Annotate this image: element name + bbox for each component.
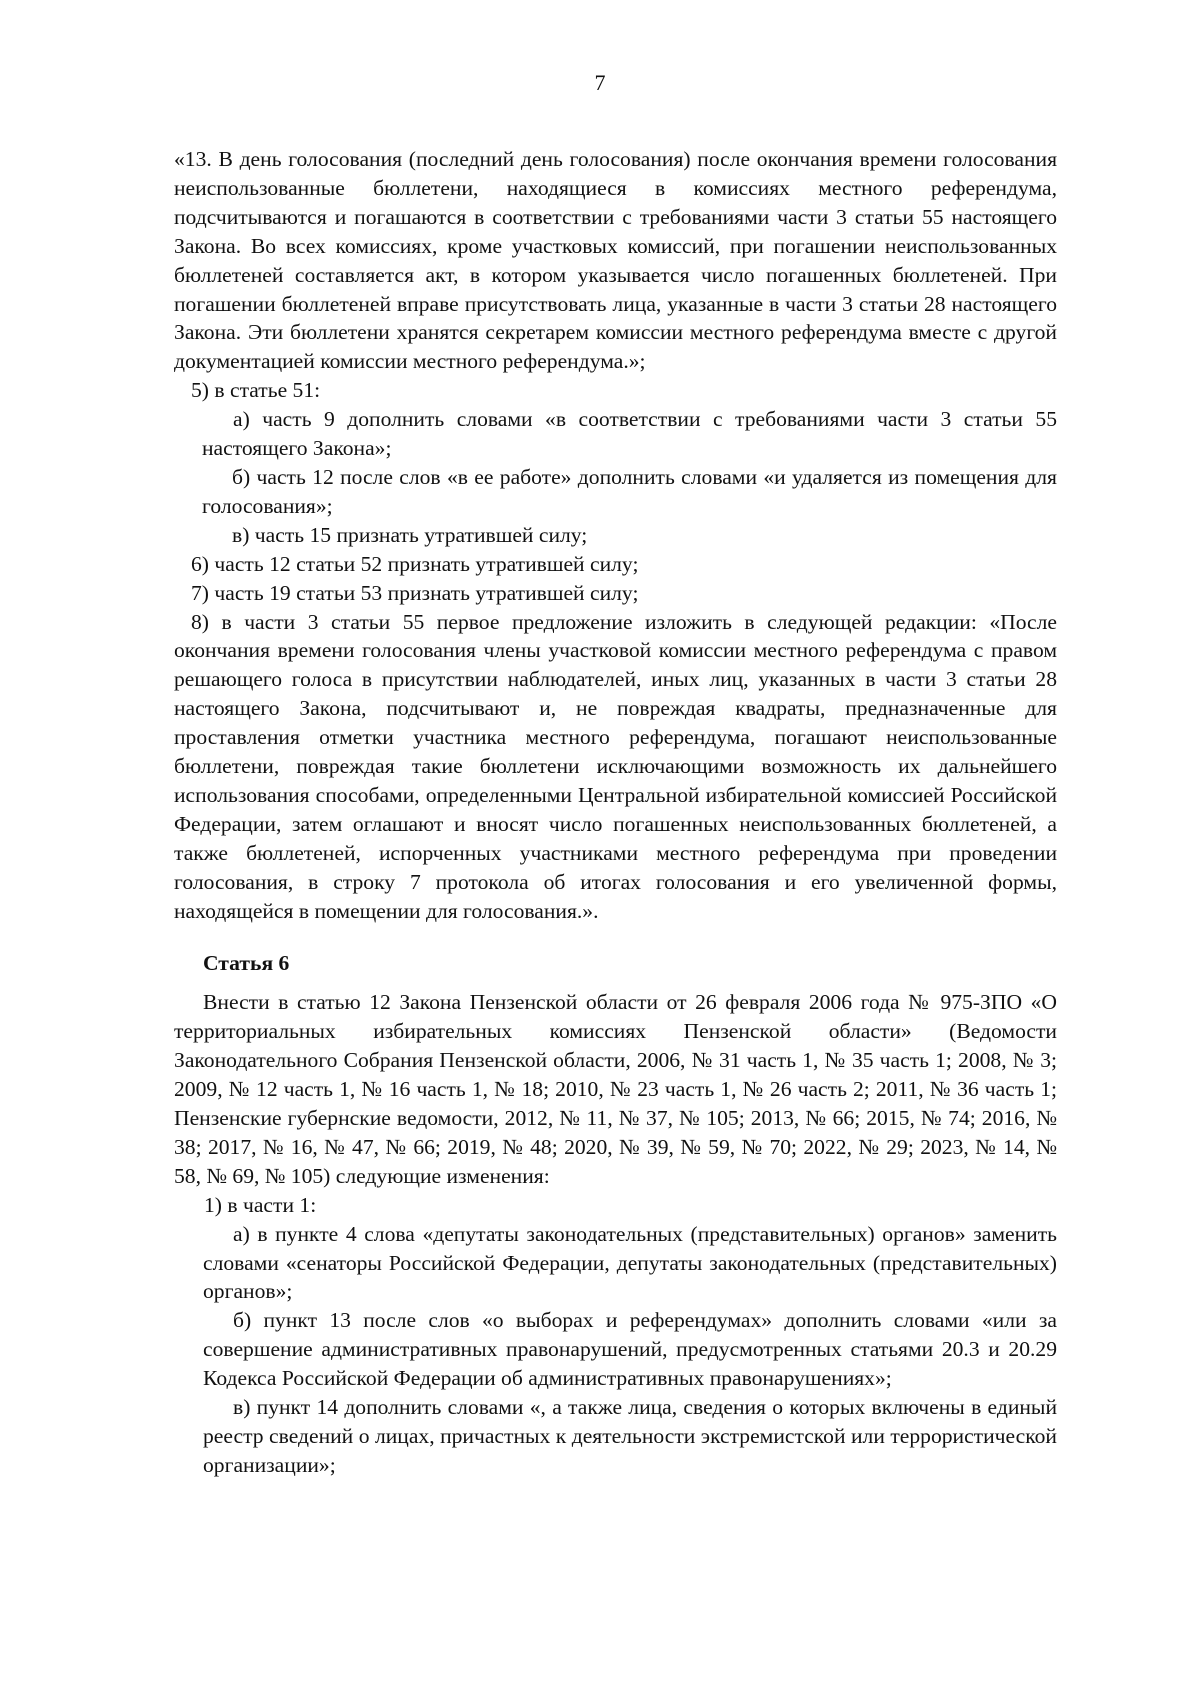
document-body: [174, 145, 1057, 1480]
article-heading: Статья 6: [203, 951, 290, 976]
quoted-part-13: «13. В день голосования (последний день голосования) после окончания времени голосования неиспользованные бюллетени, находящиеся в комиссиях местного референдума, подсчитываются и погашаются в соответствии с требованиями части 3 статьи 55 настоящего Закона. Во всех комиссиях, кроме участковых комиссий, при погашении неиспользованных бюллетеней составляется акт, в котором указывается число погашенных бюллетеней. При погашении бюллетеней вправе присутствовать лица, указанные в части 3 статьи 28 настоящего Закона. Эти бюллетени хранятся секретарем комиссии местного референдума вместе с другой документацией комиссии местного референдума.»;: [174, 147, 1057, 374]
article-intro: Внести в статью 12 Закона Пензенской области от 26 февраля 2006 года № 975-ЗПО «О территориальных избирательных комиссиях Пензенской области» (Ведомости Законодательного Собрания Пензенской области, 2006, № 31 часть 1, № 35 часть 1; 2008, № 3; 2009, № 12 часть 1, № 16 часть 1, № 18; 2010, № 23 часть 1, № 26 часть 2; 2011, № 36 часть 1; Пензенские губернские ведомости, 2012, № 11, № 37, № 105; 2013, № 66; 2015, № 74; 2016, № 38; 2017, № 16, № 47, № 66; 2019, № 48; 2020, № 39, № 59, № 70; 2022, № 29; 2023, № 14, № 58, № 69, № 105) следующие изменения:: [174, 990, 1057, 1188]
list-subitem-1a: а) в пункте 4 слова «депутаты законодательных (представительных) органов» заменить словами «сенаторы Российской Федерации, депутаты законодательных (представительных) органов»;: [203, 1221, 1057, 1304]
list-subitem-1v: в) пункт 14 дополнить словами «, а также лица, сведения о которых включены в единый реестр сведений о лицах, причастных к деятельности экстремистской или террористической организации»;: [203, 1395, 1057, 1477]
list-item-1: 1) в части 1:: [204, 1192, 317, 1217]
list-subitem-5b: б) часть 12 после слов «в ее работе» дополнить словами «и удаляется из помещения для голосования»;: [202, 464, 1057, 518]
list-subitem-5v: в) часть 15 признать утратившей силу;: [232, 522, 588, 547]
list-item-6: 6) часть 12 статьи 52 признать утратившей силу;: [191, 551, 639, 576]
list-item-5: 5) в статье 51:: [191, 378, 321, 403]
list-item-8: 8) в части 3 статьи 55 первое предложение изложить в следующей редакции: «После окончания времени голосования члены участковой комиссии местного референдума с правом решающего голоса в присутствии наблюдателей, иных лиц, указанных в части 3 статьи 28 настоящего Закона, подсчитывают и, не повреждая квадраты, предназначенные для проставления отметки участника местного референдума, погашают неиспользованные бюллетени, повреждая такие бюллетени исключающими возможность их дальнейшего использования способами, определенными Центральной избирательной комиссией Российской Федерации, затем оглашают и вносят число погашенных неиспользованных бюллетеней, а также бюллетеней, испорченных участниками местного референдума при проведении голосования, в строку 7 протокола об итогах голосования и его увеличенной формы, находящейся в помещении для голосования.».: [174, 609, 1057, 923]
list-item-7: 7) часть 19 статьи 53 признать утратившей силу;: [191, 580, 639, 605]
list-subitem-5a: а) часть 9 дополнить словами «в соответствии с требованиями части 3 статьи 55 настоящего Закона»;: [202, 407, 1057, 461]
page-number: 7: [594, 70, 606, 95]
list-subitem-1b: б) пункт 13 после слов «о выборах и референдумах» дополнить словами «или за совершение административных правонарушений, предусмотренных статьями 20.3 и 20.29 Кодекса Российской Федерации об административных правонарушениях»;: [203, 1308, 1057, 1391]
